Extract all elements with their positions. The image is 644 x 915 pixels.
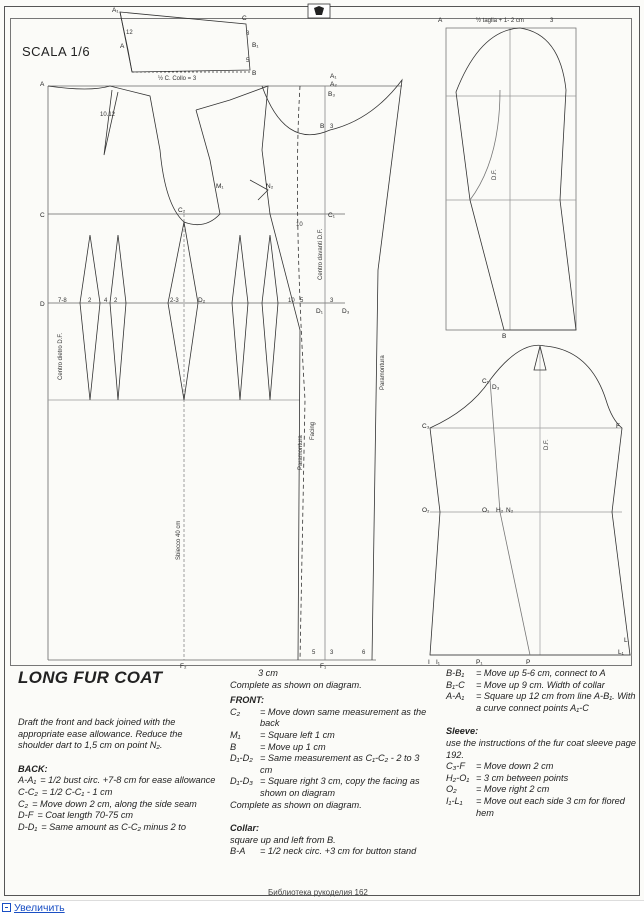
- svg-text:A₁: A₁: [330, 73, 337, 80]
- svg-text:5: 5: [312, 650, 316, 656]
- svg-text:A: A: [120, 43, 125, 50]
- instructions-col-2: [230, 668, 430, 858]
- svg-text:D: D: [40, 301, 45, 308]
- svg-text:6: 6: [362, 650, 366, 656]
- front-heading: FRONT:: [230, 695, 265, 706]
- front-item: M₁ = Square left 1 cm: [230, 729, 335, 740]
- svg-text:7-8: 7-8: [58, 298, 67, 304]
- svg-text:B₁: B₁: [252, 42, 259, 49]
- svg-text:3: 3: [550, 18, 554, 24]
- zoom-icon[interactable]: [2, 903, 11, 912]
- svg-text:P: P: [526, 659, 531, 666]
- svg-text:Sbiecco 40 cm: Sbiecco 40 cm: [176, 520, 182, 560]
- svg-text:D₂: D₂: [198, 297, 206, 304]
- footer-watermark-text: [268, 888, 368, 897]
- svg-text:2-3: 2-3: [170, 298, 179, 304]
- svg-text:4: 4: [104, 298, 108, 304]
- svg-text:5: 5: [246, 58, 250, 64]
- svg-text:½ C. Collo = 3: ½ C. Collo = 3: [158, 76, 197, 82]
- complete-note: Complete as shown on diagram.: [230, 799, 362, 810]
- body-pattern: [40, 73, 402, 670]
- instructions-col-1: [18, 717, 218, 833]
- svg-text:P₁: P₁: [476, 659, 483, 666]
- svg-text:8: 8: [246, 31, 250, 37]
- svg-text:F₁: F₁: [320, 663, 327, 670]
- svg-text:I: I: [428, 659, 430, 666]
- svg-text:Paramontura: Paramontura: [298, 435, 304, 470]
- svg-text:D₃: D₃: [492, 384, 500, 391]
- svg-text:D.F.: D.F.: [544, 439, 550, 450]
- svg-text:N₂: N₂: [266, 183, 274, 190]
- svg-text:A: A: [40, 81, 45, 88]
- svg-text:Centro dietro D.F.: Centro dietro D.F.: [58, 332, 64, 380]
- svg-text:D₁: D₁: [316, 308, 323, 315]
- sleeve-intro: use the instructions of the fur coat sleeve page 192.: [446, 737, 636, 760]
- svg-text:10.12: 10.12: [100, 112, 116, 118]
- page-emblem: [308, 4, 330, 18]
- collar-heading: Collar:: [230, 823, 260, 834]
- svg-text:2: 2: [88, 298, 92, 304]
- front-item: B = Move up 1 cm: [230, 741, 326, 752]
- sleeve-lower-pattern: [422, 345, 632, 666]
- svg-text:12: 12: [126, 30, 133, 36]
- svg-text:I₁: I₁: [436, 659, 440, 666]
- svg-text:10: 10: [296, 222, 303, 228]
- collar-item: B₁-C = Move up 9 cm. Width of collar: [446, 679, 605, 690]
- svg-text:10: 10: [288, 298, 295, 304]
- back-item: C-C₂ = 1/2 C-C₁ - 1 cm: [18, 786, 113, 797]
- svg-text:A: A: [438, 17, 443, 24]
- sleeve-item: I₁-L₁ = Move out each side 3 cm for flored hem: [446, 795, 625, 818]
- page-title: LONG FUR COAT: [18, 668, 163, 687]
- instructions-col-3: [446, 668, 638, 819]
- page-number: 162: [354, 888, 368, 897]
- svg-text:C: C: [40, 212, 45, 219]
- front-item: D₁-D₂ = Same measurement as C₁-C₂ - 2 to 3 cm: [230, 753, 420, 775]
- collar-pattern: [112, 7, 259, 82]
- svg-text:D.F.: D.F.: [492, 169, 498, 180]
- back-heading: BACK:: [18, 763, 48, 774]
- sleeve-item: H₂-O₁ = 3 cm between points: [446, 772, 569, 783]
- sleeve-upper-pattern: [438, 17, 576, 340]
- collar-intro: square up and left from B.: [230, 834, 336, 845]
- svg-text:O₂: O₂: [422, 507, 430, 514]
- svg-text:F: F: [616, 423, 620, 430]
- svg-text:B: B: [502, 333, 507, 340]
- svg-text:A₂: A₂: [330, 81, 337, 88]
- svg-text:B: B: [252, 70, 257, 77]
- sleeve-heading: Sleeve:: [446, 726, 479, 737]
- svg-text:H₂: H₂: [496, 507, 504, 514]
- collar-item: A-A₁ = Square up 12 cm from line A-B₁. With a curve connect points A₁-C: [446, 691, 636, 713]
- svg-text:Centro davanti D.F.: Centro davanti D.F.: [318, 228, 324, 280]
- svg-text:C: C: [242, 15, 247, 22]
- svg-text:A₁: A₁: [112, 7, 119, 14]
- back-item: D-D₁ = Same amount as C-C₂ minus 2 to: [18, 821, 186, 832]
- sleeve-item: C₃-F = Move down 2 cm: [446, 761, 554, 772]
- svg-text:3: 3: [330, 298, 334, 304]
- scale-label: SCALA 1/6: [22, 44, 91, 59]
- back-item: C₂ = Move down 2 cm, along the side seam: [18, 798, 197, 809]
- front-item: D₁-D₃ = Square right 3 cm, copy the facing as shown on diagram: [230, 776, 420, 798]
- svg-text:3: 3: [330, 650, 334, 656]
- svg-text:B: B: [320, 123, 325, 130]
- sleeve-item: O₂ = Move right 2 cm: [446, 784, 550, 795]
- svg-text:Paramontura: Paramontura: [380, 355, 386, 390]
- footer-library-text: Библиотека рукоделия: [268, 888, 353, 897]
- svg-text:M₁: M₁: [216, 183, 224, 190]
- complete-note: Complete as shown on diagram.: [230, 679, 362, 690]
- svg-text:5: 5: [300, 298, 304, 304]
- zoom-bar: [0, 900, 644, 915]
- front-item: C₂ = Move down same measurement as the back: [230, 706, 427, 729]
- svg-text:C₁: C₁: [328, 212, 335, 219]
- svg-text:C₁: C₁: [482, 378, 489, 385]
- svg-text:Facing: Facing: [310, 421, 316, 440]
- svg-text:O₁: O₁: [482, 507, 490, 514]
- svg-text:C₂: C₂: [178, 207, 186, 214]
- collar-item: B-A = 1/2 neck circ. +3 cm for button stand: [230, 846, 417, 857]
- intro-text: Draft the front and back joined with the appropriate ease allowance. Reduce the shoulder dart to 1,5 cm on point N₂.: [18, 717, 183, 751]
- svg-text:D₃: D₃: [342, 308, 350, 315]
- svg-text:C₃: C₃: [422, 423, 430, 430]
- svg-text:B₃: B₃: [328, 91, 335, 98]
- svg-text:F₂: F₂: [180, 663, 187, 670]
- svg-text:2: 2: [114, 298, 118, 304]
- back-item: D-F = Coat length 70-75 cm: [18, 810, 134, 821]
- svg-text:½ taglia + 1- 2 cm: ½ taglia + 1- 2 cm: [476, 18, 524, 24]
- back-item: A-A₁ = 1/2 bust circ. +7-8 cm for ease allowance: [18, 775, 216, 786]
- collar-item: B-B₁ = Move up 5-6 cm, connect to A: [446, 668, 606, 678]
- svg-text:N₂: N₂: [506, 507, 514, 514]
- svg-text:L₁: L₁: [618, 649, 624, 656]
- svg-text:3: 3: [330, 124, 334, 130]
- zoom-link[interactable]: Увеличить: [14, 902, 65, 914]
- back-continued: 3 cm: [258, 668, 278, 678]
- svg-text:L: L: [624, 637, 628, 644]
